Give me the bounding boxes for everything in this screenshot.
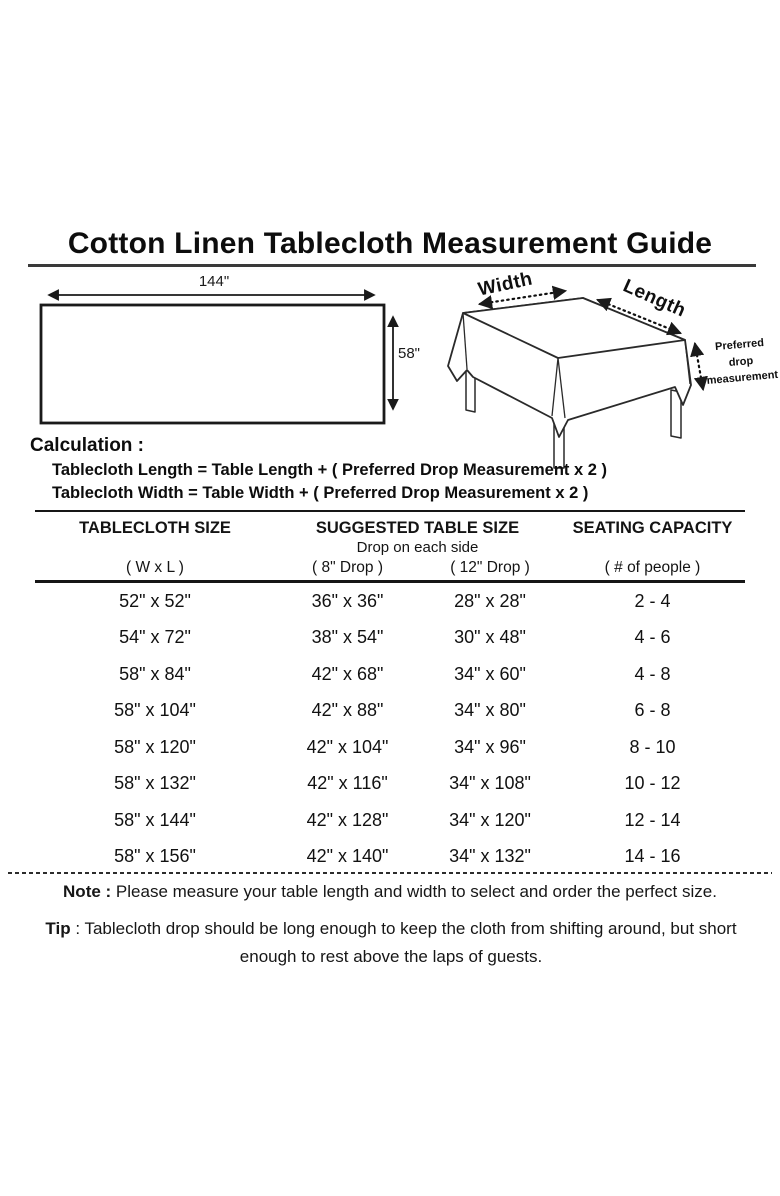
- dashed-divider: [8, 872, 772, 874]
- subheader-12-drop: ( 12" Drop ): [450, 559, 530, 576]
- cell-drop12: 34" x 132": [449, 846, 531, 867]
- cell-size: 58" x 156": [114, 846, 196, 867]
- preferred-drop-line3: measurement: [706, 368, 779, 388]
- cell-seating: 4 - 8: [634, 663, 671, 684]
- size-table: [35, 510, 745, 875]
- cell-drop8: 42" x 68": [311, 663, 384, 684]
- cell-size: 58" x 104": [114, 700, 196, 721]
- tablecloth-rectangle: [41, 305, 384, 423]
- cell-drop8: 42" x 104": [306, 736, 389, 757]
- size-table-header: [35, 512, 745, 580]
- cell-drop8: 38" x 54": [311, 627, 384, 648]
- cell-seating: 8 - 10: [629, 736, 676, 757]
- cell-drop12: 28" x 28": [454, 590, 526, 611]
- cell-drop8: 42" x 140": [306, 846, 389, 867]
- cell-seating: 4 - 6: [634, 627, 671, 648]
- cell-size: 58" x 120": [114, 736, 196, 757]
- tip-label: Tip: [45, 919, 71, 938]
- header-suggested-table-size: SUGGESTED TABLE SIZE: [315, 519, 520, 537]
- cell-seating: 2 - 4: [634, 590, 671, 611]
- note-text: Please measure your table length and width to select and order the perfect size.: [111, 882, 717, 901]
- tip-paragraph: [20, 915, 762, 970]
- note-label: Note :: [63, 882, 112, 901]
- size-table-body: [35, 580, 745, 875]
- cell-drop8: 42" x 88": [311, 700, 384, 721]
- cell-seating: 14 - 16: [624, 846, 681, 867]
- cell-seating: 12 - 14: [624, 809, 681, 830]
- calculation-length-formula: Tablecloth Length = Table Length + ( Preferred Drop Measurement x 2 ): [52, 461, 607, 479]
- cell-size: 58" x 144": [114, 809, 196, 830]
- subheader-8-drop: ( 8" Drop ): [312, 559, 383, 576]
- preferred-drop-line1: Preferred: [714, 336, 765, 354]
- cell-size: 58" x 132": [114, 773, 196, 794]
- cell-size: 58" x 84": [119, 663, 191, 684]
- width-dimension-value: 58": [398, 345, 421, 362]
- page-title: Cotton Linen Tablecloth Measurement Guide: [67, 227, 713, 260]
- length-label: Length: [619, 275, 689, 322]
- note-paragraph: [0, 882, 780, 902]
- cell-seating: 6 - 8: [634, 700, 671, 721]
- flat-tablecloth-diagram: [36, 270, 436, 438]
- header-drop-note: Drop on each side: [356, 539, 479, 556]
- cell-size: 54" x 72": [119, 627, 191, 648]
- cell-seating: 10 - 12: [624, 773, 681, 794]
- header-seating-capacity: SEATING CAPACITY: [572, 519, 733, 537]
- title-divider: [28, 264, 756, 267]
- calculation-width-formula: Tablecloth Width = Table Width + ( Preferred Drop Measurement x 2 ): [52, 484, 589, 502]
- length-dimension-value: 144": [198, 273, 230, 290]
- cell-size: 52" x 52": [119, 590, 191, 611]
- cell-drop12: 34" x 96": [454, 736, 526, 757]
- subheader-people: ( # of people ): [604, 559, 701, 576]
- tip-text: Tablecloth drop should be long enough to keep the cloth from shifting around, but short enough to rest above the laps of guests.: [84, 919, 737, 966]
- tip-colon: :: [70, 919, 85, 938]
- cell-drop8: 36" x 36": [311, 590, 384, 611]
- cell-drop8: 42" x 116": [307, 773, 388, 794]
- width-label: Width: [476, 268, 535, 301]
- cell-drop12: 34" x 60": [454, 663, 526, 684]
- cell-drop12: 34" x 120": [449, 809, 531, 830]
- preferred-drop-line2: drop: [728, 354, 754, 369]
- cell-drop12: 34" x 80": [454, 700, 526, 721]
- cell-drop8: 42" x 128": [306, 809, 389, 830]
- header-tablecloth-size: TABLECLOTH SIZE: [79, 519, 231, 537]
- cell-drop12: 30" x 48": [454, 627, 526, 648]
- calculation-heading: Calculation :: [30, 435, 145, 456]
- cell-drop12: 34" x 108": [449, 773, 531, 794]
- preferred-drop-label: [700, 334, 780, 390]
- subheader-wxl: ( W x L ): [126, 559, 184, 576]
